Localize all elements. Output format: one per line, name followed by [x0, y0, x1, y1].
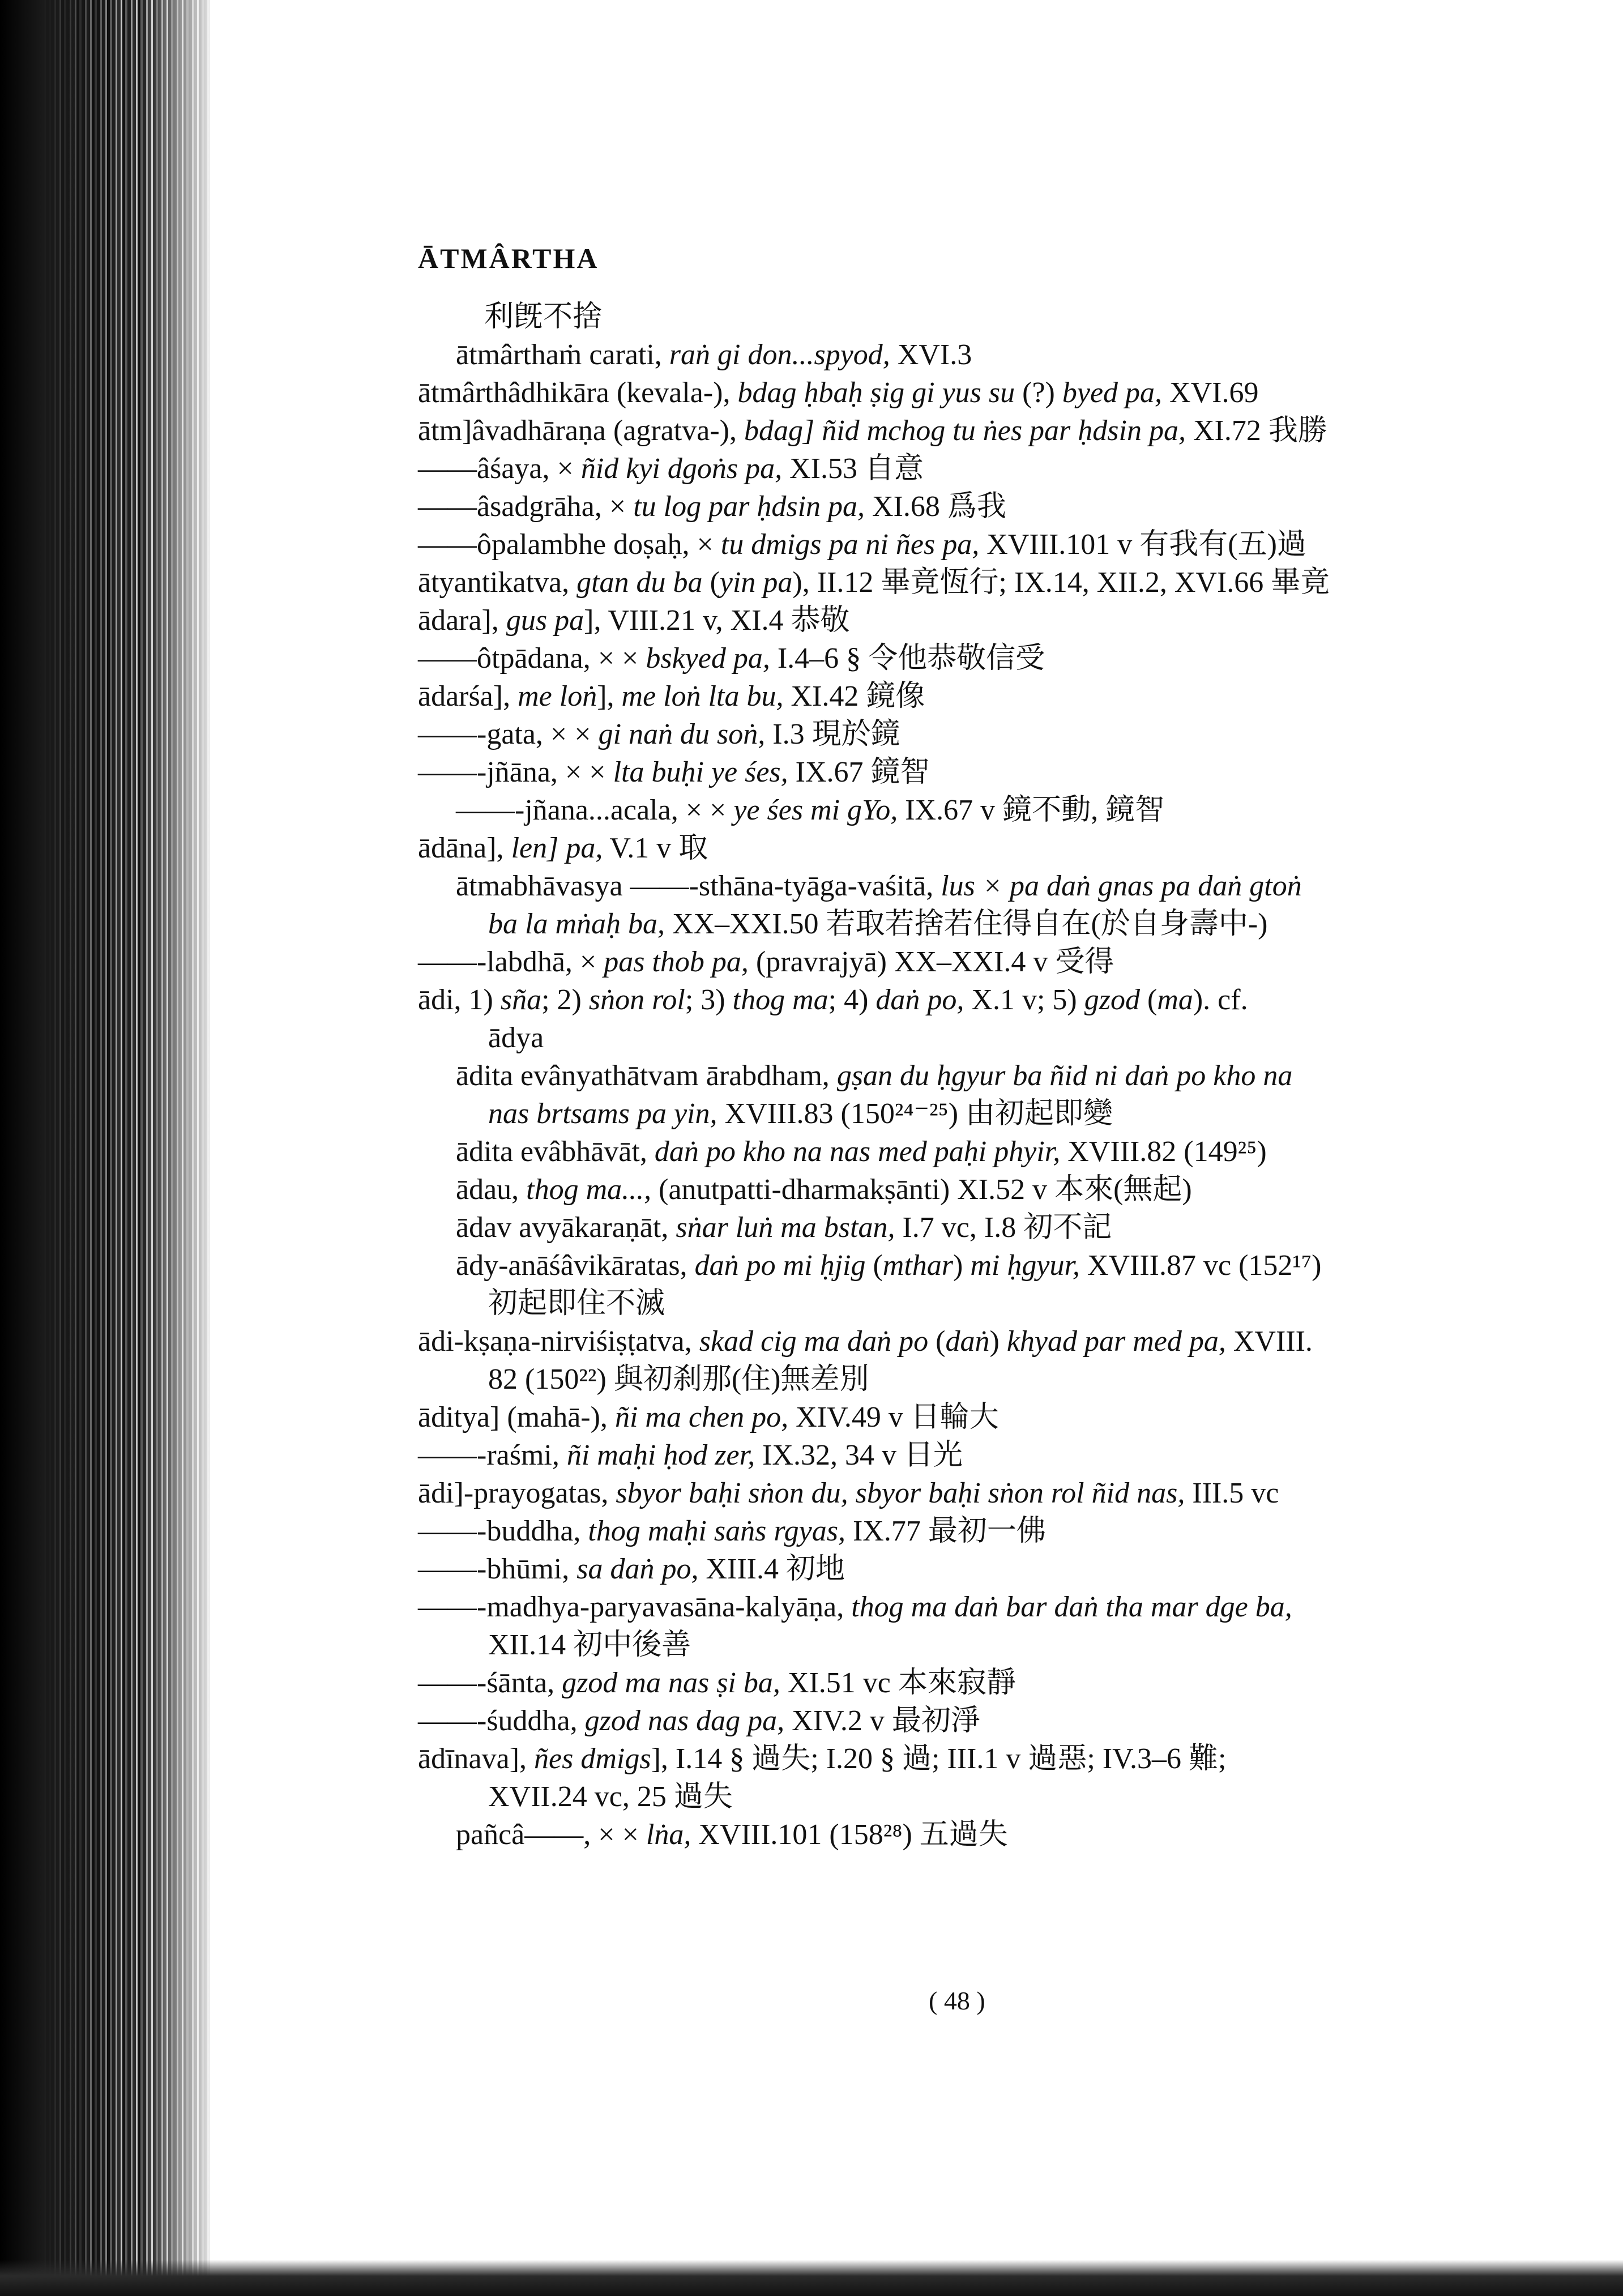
entry-text: XVII.24 vc, 25 過失: [488, 1781, 733, 1813]
entry-text: XI.68 爲我: [865, 490, 1006, 523]
tibetan-text: tu dmigs pa ni ñes pa,: [720, 528, 980, 561]
entry-text: ātmabhāvasya ——-sthāna-tyāga-vaśitā,: [456, 870, 941, 902]
entry-line: [418, 1589, 1292, 1626]
entry-text: XII.14 初中後善: [488, 1629, 691, 1661]
tibetan-text: gzod nas dag pa,: [584, 1705, 785, 1737]
entry-text: XVIII.87 vc (152¹⁷): [1079, 1249, 1322, 1282]
entry-text: XIV.2 v 最初淨: [784, 1705, 980, 1737]
entry-text: III.5 vc: [1185, 1477, 1279, 1509]
entry-line: [456, 1209, 1112, 1247]
entry-text: V.1 v 取: [603, 832, 708, 864]
tibetan-text: ñi ma chen po,: [614, 1401, 789, 1433]
entry-text: XI.51 vc 本來寂靜: [780, 1667, 1016, 1699]
tibetan-text: ma: [1157, 984, 1193, 1016]
tibetan-text: bdag ḥbaḥ ṣig gi yus su: [737, 377, 1015, 409]
entry-line: [418, 981, 1248, 1019]
tibetan-text: tu log par ḥdsin pa,: [633, 490, 865, 523]
entry-text: ātmârthaṁ carati,: [456, 339, 669, 371]
entry-text: ——-jñana...acala, × ×: [456, 794, 734, 826]
tibetan-text: thog ma...,: [526, 1173, 652, 1206]
tibetan-text: gṣan du ḥgyur ba ñid ni daṅ po kho na: [836, 1060, 1293, 1092]
entry-text: XIII.4 初地: [698, 1553, 845, 1585]
entry-line: [418, 526, 1306, 564]
tibetan-text: ñes dmigs: [534, 1743, 651, 1775]
entry-text: ), II.12 畢竟恆行; IX.14, XII.2, XVI.66 畢竟: [792, 566, 1330, 599]
tibetan-text: lus × pa daṅ gnas pa daṅ gtoṅ: [941, 870, 1302, 902]
entry-text: ——-labdhā, ×: [418, 946, 604, 978]
tibetan-text: nas brtsams pa yin,: [488, 1098, 717, 1130]
entry-line: [456, 1816, 1008, 1854]
entry-text: XVIII.82 (149²⁵): [1060, 1136, 1267, 1168]
entry-text: ādara],: [418, 604, 506, 637]
entry-text: ——-śānta,: [418, 1667, 562, 1699]
tibetan-text: len] pa,: [511, 832, 603, 864]
entry-text: XVIII.83 (150²⁴⁻²⁵) 由初起即變: [717, 1098, 1113, 1130]
entry-line: [456, 868, 1302, 905]
entry-text: IX.67 v 鏡不動, 鏡智: [898, 794, 1165, 826]
entry-text: I.4–6 § 令他恭敬信受: [770, 642, 1045, 675]
entry-text: ādav avyākaraṇāt,: [456, 1211, 676, 1244]
entry-text: (: [928, 1325, 946, 1358]
entry-text: ). cf.: [1193, 984, 1248, 1016]
tibetan-text: daṅ po,: [875, 984, 964, 1016]
entry-text: XVI.69: [1162, 377, 1259, 409]
tibetan-text: ñid kyi dgoṅs pa,: [580, 453, 783, 485]
entry-text: ],: [597, 680, 622, 712]
entry-text: XIV.49 v 日輪大: [788, 1401, 999, 1433]
entry-text: (pravrajyā) XX–XXI.4 v 受得: [748, 946, 1114, 978]
entry-text: āditya] (mahā-),: [418, 1401, 615, 1433]
entry-text: ādāna],: [418, 832, 511, 864]
entry-text: (: [1139, 984, 1158, 1016]
entry-text: I.3 現於鏡: [765, 718, 900, 750]
entry-text: ādarśa],: [418, 680, 518, 712]
entry-line: [456, 792, 1164, 829]
entry-text: ādya: [488, 1022, 544, 1054]
entry-text: ādita evânyathātvam ārabdham,: [456, 1060, 837, 1092]
tibetan-text: ñi maḥi ḥod zer,: [566, 1439, 755, 1471]
entry-text: ātyantikatva,: [418, 566, 577, 599]
entry-text: X.1 v; 5): [964, 984, 1084, 1016]
entry-line: [418, 944, 1114, 981]
entry-line: [418, 1551, 845, 1588]
entry-text: ], VIII.21 v, XI.4 恭敬: [584, 604, 850, 637]
entry-text: ādita evâbhāvāt,: [456, 1136, 655, 1168]
entry-text: ], I.14 § 過失; I.20 § 過; III.1 v 過惡; IV.3–6 難;: [651, 1743, 1227, 1775]
entry-text: ——-jñāna, × ×: [418, 756, 613, 788]
entry-text: 利旣不捨: [484, 301, 603, 333]
entry-line: [456, 1247, 1321, 1284]
entry-text: XVI.3: [890, 339, 972, 371]
tibetan-text: gi naṅ du soṅ,: [598, 718, 766, 750]
entry-text: ——-śuddha,: [418, 1705, 585, 1737]
entry-line: [418, 1665, 1016, 1702]
entry-text: I.7 vc, I.8 初不記: [895, 1211, 1112, 1244]
entry-line: [418, 488, 1006, 526]
entry-text: XVIII.: [1225, 1325, 1313, 1358]
entry-line: [418, 830, 708, 867]
entry-line: [456, 1171, 1192, 1209]
tibetan-text: gus pa: [506, 604, 584, 637]
tibetan-text: daṅ po mi ḥjig: [694, 1249, 866, 1282]
entry-text: ādy-anāśâvikāratas,: [456, 1249, 695, 1282]
entry-text: ——-buddha,: [418, 1515, 588, 1547]
tibetan-text: me loṅ lta bu,: [621, 680, 784, 712]
entry-text: (?): [1015, 377, 1062, 409]
tibetan-text: thog ma: [732, 984, 828, 1016]
entry-text: ādīnava],: [418, 1743, 535, 1775]
entry-text: ——-gata, × ×: [418, 718, 599, 750]
entry-text: ; 2): [541, 984, 589, 1016]
entry-line: [418, 1399, 999, 1436]
tibetan-text: thog maḥi saṅs rgyas,: [588, 1515, 845, 1547]
entry-line: [418, 1323, 1313, 1360]
entry-line: [418, 1475, 1279, 1512]
entry-line: [418, 754, 930, 791]
entry-text: ——ôtpādana, × ×: [418, 642, 646, 675]
entry-line: [456, 1057, 1292, 1095]
page-number: ( 48 ): [929, 1986, 985, 2015]
entry-line: [456, 336, 972, 374]
tibetan-text: lta buḥi ye śes,: [613, 756, 788, 788]
tibetan-text: me loṅ: [518, 680, 597, 712]
entry-line: [488, 1019, 544, 1057]
entry-text: (anutpatti-dharmakṣānti) XI.52 v 本來(無起): [651, 1173, 1192, 1206]
book-spine-shadow: [0, 0, 108, 2296]
entry-line: [418, 1513, 1046, 1550]
entry-text: ādau,: [456, 1173, 527, 1206]
entry-line: [488, 1778, 733, 1816]
tibetan-text: ye śes mi gYo,: [733, 794, 898, 826]
entry-line: [484, 298, 602, 336]
entry-text: ——-madhya-paryavasāna-kalyāṇa,: [418, 1591, 852, 1623]
entry-text: pañcâ——, × ×: [456, 1819, 646, 1851]
tibetan-text: skad cig ma daṅ po: [699, 1325, 929, 1358]
tibetan-text: thog ma daṅ bar daṅ tha mar dge ba,: [851, 1591, 1292, 1623]
tibetan-text: khyad par med pa,: [1006, 1325, 1226, 1358]
entry-line: [418, 450, 924, 488]
entry-line: [488, 1361, 869, 1398]
entry-text: IX.77 最初一佛: [845, 1515, 1046, 1547]
tibetan-text: ba la mṅaḥ ba,: [488, 908, 665, 940]
entry-line: [418, 602, 850, 639]
entry-text: XVIII.101 (158²⁸) 五過失: [691, 1819, 1008, 1851]
tibetan-text: sña: [500, 984, 542, 1016]
tibetan-text: pas thob pa,: [604, 946, 749, 978]
entry-text: IX.67 鏡智: [788, 756, 930, 788]
entry-text: ——ôpalambhe doṣaḥ, ×: [418, 528, 721, 561]
entry-line: [418, 678, 925, 715]
entry-heading: ĀTMÂRTHA: [418, 242, 599, 274]
tibetan-text: gtan du ba: [576, 566, 703, 599]
entry-line: [418, 1740, 1226, 1778]
entry-line: [488, 1285, 665, 1322]
tibetan-text: gzod ma nas ṣi ba,: [562, 1667, 780, 1699]
tibetan-text: bdag] ñid mchog tu ṅes par ḥdsin pa,: [744, 415, 1186, 447]
entry-text: XVIII.101 v 有我有(五)過: [979, 528, 1306, 561]
book-spine-fade: [142, 0, 221, 2296]
tibetan-text: mthar: [882, 1249, 954, 1282]
entry-text: XX–XXI.50 若取若捨若住得自在(於自身壽中-): [665, 908, 1268, 940]
tibetan-text: bskyed pa,: [646, 642, 770, 675]
tibetan-text: yin pa: [719, 566, 793, 599]
tibetan-text: byed pa,: [1062, 377, 1163, 409]
entry-line: [456, 1133, 1267, 1171]
entry-text: (: [865, 1249, 883, 1282]
entry-text: ): [989, 1325, 1007, 1358]
entry-text: (: [702, 566, 720, 599]
entry-text: 82 (150²²) 與初刹那(住)無差別: [488, 1363, 869, 1395]
tibetan-text: lṅa,: [646, 1819, 691, 1851]
tibetan-text: sbyor baḥi sṅon du, sbyor baḥi sṅon rol ñid nas,: [616, 1477, 1185, 1509]
scan-bottom-shadow: [0, 2260, 1623, 2296]
tibetan-text: daṅ: [945, 1325, 990, 1358]
entry-text: XI.42 鏡像: [783, 680, 925, 712]
tibetan-text: daṅ po kho na nas med paḥi phyir,: [654, 1136, 1061, 1168]
tibetan-text: sa daṅ po,: [576, 1553, 699, 1585]
entry-line: [488, 906, 1267, 943]
entry-text: IX.32, 34 v 日光: [755, 1439, 963, 1471]
entry-text: ——-bhūmi,: [418, 1553, 577, 1585]
entry-text: 初起即住不滅: [488, 1287, 665, 1320]
entry-line: [418, 640, 1045, 677]
entry-text: ātmârthâdhikāra (kevala-),: [418, 377, 738, 409]
entry-line: [418, 564, 1330, 601]
entry-text: XI.53 自意: [782, 453, 924, 485]
tibetan-text: raṅ gi don...spyod,: [669, 339, 890, 371]
entry-text: ādi-kṣaṇa-nirviśiṣṭatva,: [418, 1325, 699, 1358]
entry-line: [488, 1627, 691, 1664]
entry-text: ; 3): [685, 984, 733, 1016]
entry-text: ādi, 1): [418, 984, 501, 1016]
entry-line: [418, 1437, 963, 1474]
entry-text: ādi]-prayogatas,: [418, 1477, 616, 1509]
tibetan-text: gzod: [1084, 984, 1140, 1016]
entry-text: ātm]âvadhāraṇa (agratva-),: [418, 415, 744, 447]
entry-text: ; 4): [828, 984, 876, 1016]
entry-line: [488, 1095, 1113, 1133]
entry-text: ——âsadgrāha, ×: [418, 490, 634, 523]
entry-line: [418, 716, 900, 753]
tibetan-text: mi ḥgyur,: [970, 1249, 1080, 1282]
entry-line: [418, 1702, 980, 1740]
entry-text: XI.72 我勝: [1185, 415, 1327, 447]
tibetan-text: sṅar luṅ ma bstan,: [676, 1211, 895, 1244]
tibetan-text: sṅon rol: [588, 984, 685, 1016]
entry-text: ): [953, 1249, 971, 1282]
entry-line: [418, 374, 1258, 412]
entry-text: ——âśaya, ×: [418, 453, 581, 485]
entry-text: ——-raśmi,: [418, 1439, 567, 1471]
entry-line: [418, 412, 1327, 450]
